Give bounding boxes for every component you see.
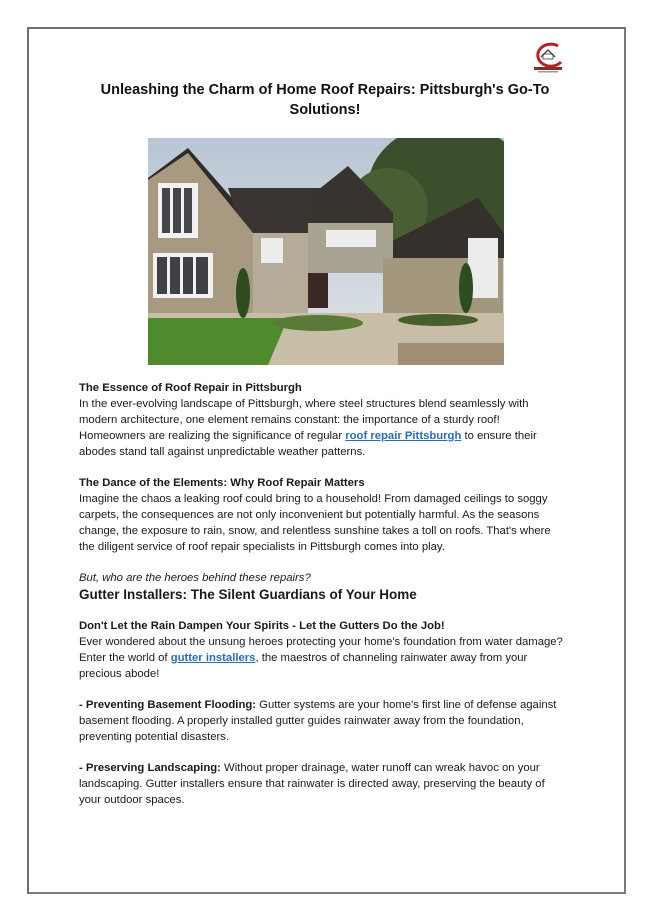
italic-question: But, who are the heroes behind these repairs?	[79, 572, 311, 584]
bullet-preserving-landscaping	[79, 760, 569, 808]
section-heading: Don't Let the Rain Dampen Your Spirits - Let the Gutters Do the Job!	[79, 620, 445, 632]
logo-icon	[528, 40, 568, 76]
gutter-installers-heading: Gutter Installers: The Silent Guardians of Your Home	[79, 587, 417, 602]
bullet-text: Without proper drainage, water runoff can wreak havoc on your landscaping. Gutter installers ensure that rainwater is directed away, preserving the beauty of your outdoor spaces.	[79, 762, 545, 806]
roof-repair-pittsburgh-link[interactable]: roof repair Pittsburgh	[345, 430, 462, 442]
gutter-installers-link[interactable]: gutter installers	[170, 652, 256, 664]
bullet-dash: -	[79, 762, 86, 774]
paragraph-text: , the maestros of channeling rainwater away from your precious abode!	[79, 652, 528, 680]
hero-house-image	[148, 138, 504, 365]
section-gutters	[79, 618, 569, 682]
section-roof-repair-essence	[79, 380, 569, 460]
section-heading: The Dance of the Elements: Why Roof Repair Matters	[79, 477, 365, 489]
document-title: Unleashing the Charm of Home Roof Repairs: Pittsburgh's Go-To Solutions!	[100, 82, 550, 118]
bullet-label: Preventing Basement Flooding:	[85, 699, 257, 711]
section-paragraph	[79, 634, 569, 682]
bullet-preventing-basement-flooding	[79, 697, 569, 745]
bullet-dash: -	[79, 699, 86, 711]
company-logo	[528, 40, 568, 76]
paragraph-text: Ever wondered about the unsung heroes protecting your home's foundation from water damage? Enter the world of	[79, 636, 563, 664]
paragraph-text: to ensure their abodes stand tall against unpredictable weather patterns.	[79, 430, 537, 458]
document-body	[79, 380, 569, 823]
section-paragraph	[79, 396, 569, 460]
section-paragraph: Imagine the chaos a leaking roof could bring to a household! From damaged ceilings to soggy carpets, the consequences are not only inconvenient but potentially harmful. As the seasons change, the exposure to rain, snow, and relentless sunshine takes a toll on roofs. That's where the diligent service of roof repair specialists in Pittsburgh comes into play.	[79, 493, 551, 553]
bullet-label: Preserving Landscaping:	[85, 762, 221, 774]
bullet-text: Gutter systems are your home's first line of defense against basement flooding. A properly installed gutter guides rainwater away from the foundation, preventing potential disasters.	[79, 699, 557, 743]
paragraph-text: In the ever-evolving landscape of Pittsburgh, where steel structures blend seamlessly with modern architecture, one element remains constant: the importance of a sturdy roof! Homeowners are realizing the significance of regular	[79, 398, 529, 442]
section-dance-of-elements	[79, 475, 569, 555]
section-heading: The Essence of Roof Repair in Pittsburgh	[79, 382, 302, 394]
